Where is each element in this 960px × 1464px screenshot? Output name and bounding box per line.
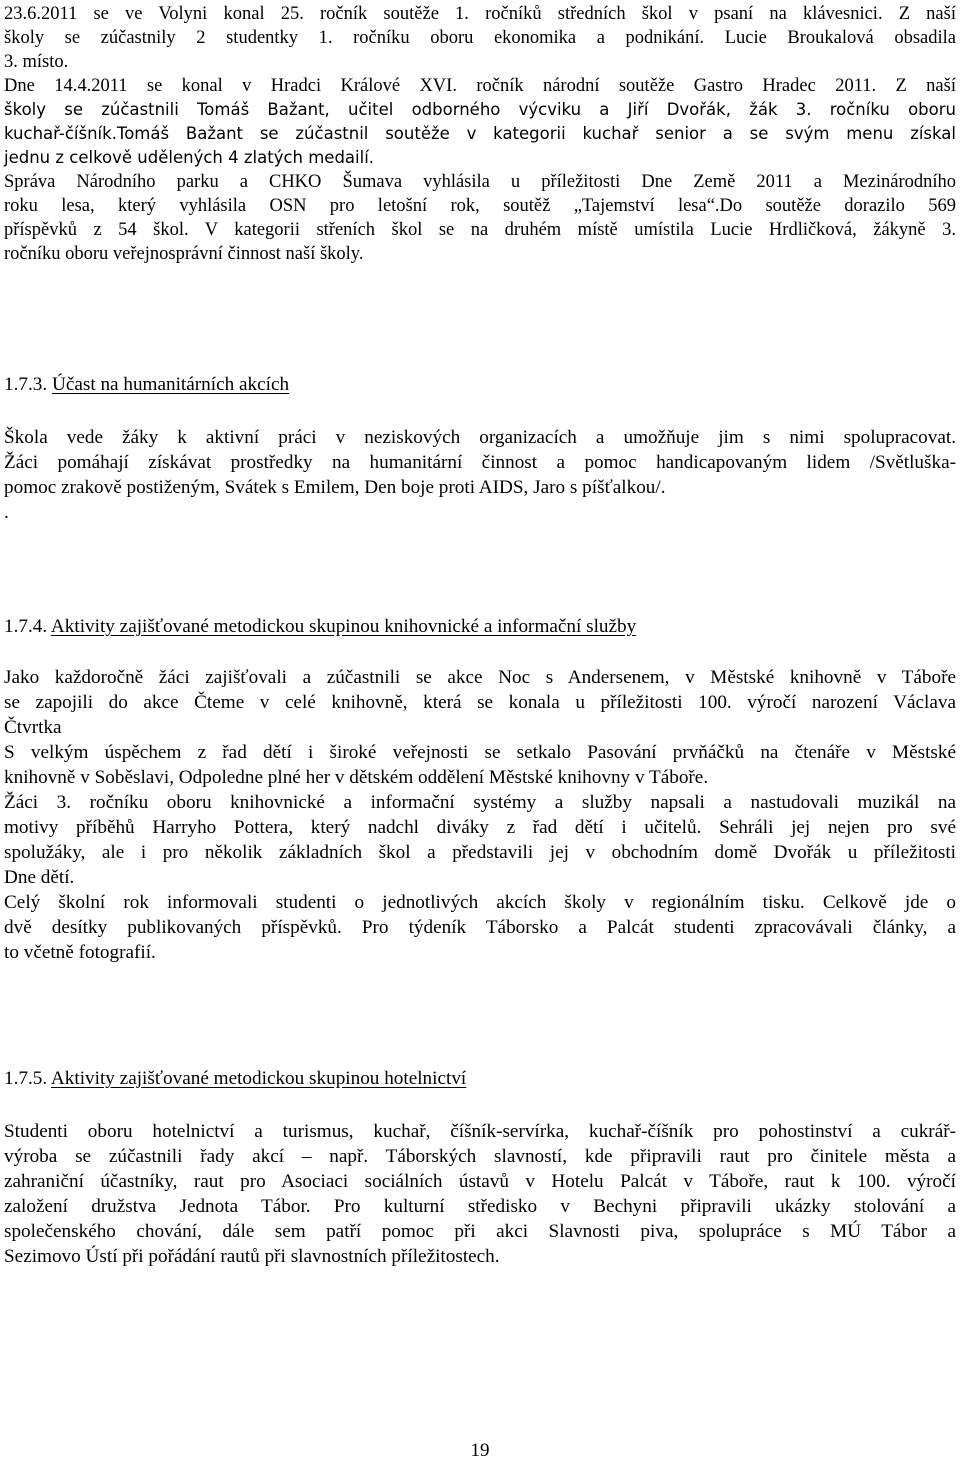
text-line: knihovně v Soběslavi, Odpoledne plné her v dětském oddělení Městské knihovny v Táboře.	[4, 767, 709, 788]
text-line: školy se zúčastnili Tomáš Bažant, učitel odborného výcviku a Jiří Dvořák, žák 3. ročníku oboru	[4, 100, 956, 119]
section-heading-1-7-4	[4, 614, 636, 639]
section-title: Aktivity zajišťované metodickou skupinou knihovnické a informační služby	[50, 616, 637, 637]
text-line: příspěvků z 54 škol. V kategorii střeních škol se na druhém místě umístila Lucie Hrdličková, žákyně 3.	[4, 220, 956, 240]
text-line: Celý školní rok informovali studenti o jednotlivých akcích školy v regionálním tisku. Celkově jde o	[4, 892, 956, 913]
paragraph-library-activities	[4, 665, 956, 965]
section-title: Účast na humanitárních akcích	[51, 374, 290, 395]
text-line: společenského chování, dále sem patří pomoc při akci Slavnosti piva, spolupráce s MÚ Tábor a	[4, 1221, 956, 1242]
text-line: výroba se zúčastnili řady akcí – např. Táborských slavností, kde připravili raut pro činitele města a	[4, 1146, 956, 1167]
text-line: Sezimovo Ústí při pořádání rautů při slavnostních příležitostech.	[4, 1246, 500, 1267]
section-title: Aktivity zajišťované metodickou skupinou hotelnictví	[50, 1068, 467, 1089]
text-line: dvě desítky publikovaných příspěvků. Pro týdeník Táborsko a Palcát studenti zpracovávali články, a	[4, 917, 956, 938]
text-line: S velkým úspěchem z řad dětí i široké veřejnosti se setkalo Pasování prvňáčků na čtenáře v Městské	[4, 742, 956, 763]
paragraph-gastro-hradec	[4, 74, 956, 170]
text-line: Žáci pomáhají získávat prostředky na humanitární činnost a pomoc handicapovaným lidem /Světluška-	[4, 452, 956, 473]
text-line: to včetně fotografií.	[4, 942, 156, 963]
text-line: Jako každoročně žáci zajišťovali a zúčastnili se akce Noc s Andersenem, v Městské knihovně v Táboře	[4, 667, 956, 688]
text-line: Dne dětí.	[4, 867, 75, 888]
text-line: .	[4, 502, 9, 523]
text-line: zahraniční účastníky, raut pro Asociaci sociálních ústavů v Hotelu Palcát v Táboře, raut k 100. výročí	[4, 1171, 956, 1192]
paragraph-sumava-competition	[4, 170, 956, 266]
text-line: založení družstva Jednota Tábor. Pro kulturní středisko v Bechyni připravili ukázky stolování a	[4, 1196, 956, 1217]
text-line: školy se zúčastnily 2 studentky 1. ročníku oboru ekonomika a podnikání. Lucie Broukalová obsadila	[4, 28, 956, 48]
paragraph-typing-competition	[4, 2, 956, 74]
text-line: jednu z celkově udělených 4 zlatých medailí.	[4, 148, 375, 167]
paragraph-humanitarian	[4, 425, 956, 525]
page-number: 19	[470, 1440, 490, 1461]
section-number: 1.7.4.	[4, 616, 48, 637]
text-line: 23.6.2011 se ve Volyni konal 25. ročník soutěže 1. ročníků středních škol v psaní na klávesnici. Z naší	[4, 4, 956, 24]
text-line: ročníku oboru veřejnosprávní činnost naší školy.	[4, 244, 364, 264]
text-line: pomoc zrakově postiženým, Svátek s Emilem, Den boje proti AIDS, Jaro s píšťalkou/.	[4, 477, 666, 498]
text-line: roku lesa, který vyhlásila OSN pro letošní rok, soutěž „Tajemství lesa“.Do soutěže dorazilo 569	[4, 196, 956, 216]
text-line: Škola vede žáky k aktivní práci v neziskových organizacích a umožňuje jim s nimi spolupracovat.	[4, 427, 956, 448]
text-line: Studenti oboru hotelnictví a turismus, kuchař, číšník-servírka, kuchař-číšník pro pohostinství a cukrář-	[4, 1121, 956, 1142]
section-number: 1.7.5.	[4, 1068, 48, 1089]
section-heading-1-7-5	[4, 1066, 466, 1091]
text-line: Správa Národního parku a CHKO Šumava vyhlásila u příležitosti Dne Země 2011 a Mezinárodního	[4, 172, 956, 192]
text-line: Žáci 3. ročníku oboru knihovnické a informační systémy a služby napsali a nastudovali muzikál na	[4, 792, 956, 813]
text-line: se zapojili do akce Čteme v celé knihovně, která se konala u příležitosti 100. výročí narození Václava	[4, 692, 956, 713]
text-line: Dne 14.4.2011 se konal v Hradci Králové XVI. ročník národní soutěže Gastro Hradec 2011. Z naší	[4, 76, 956, 96]
section-heading-1-7-3	[4, 372, 289, 397]
text-line: kuchař-číšník.Tomáš Bažant se zúčastnil soutěže v kategorii kuchař senior a se svým menu získal	[4, 124, 956, 143]
paragraph-hotel-activities	[4, 1119, 956, 1269]
text-line: spolužáky, ale i pro několik základních škol a představili jej v obchodním domě Dvořák u příležitosti	[4, 842, 956, 863]
text-line: motivy příběhů Harryho Pottera, který nadchl diváky z řad dětí i učitelů. Sehráli jej nejen pro své	[4, 817, 956, 838]
text-line: 3. místo.	[4, 52, 69, 72]
section-number: 1.7.3.	[4, 374, 48, 395]
text-line: Čtvrtka	[4, 717, 62, 738]
